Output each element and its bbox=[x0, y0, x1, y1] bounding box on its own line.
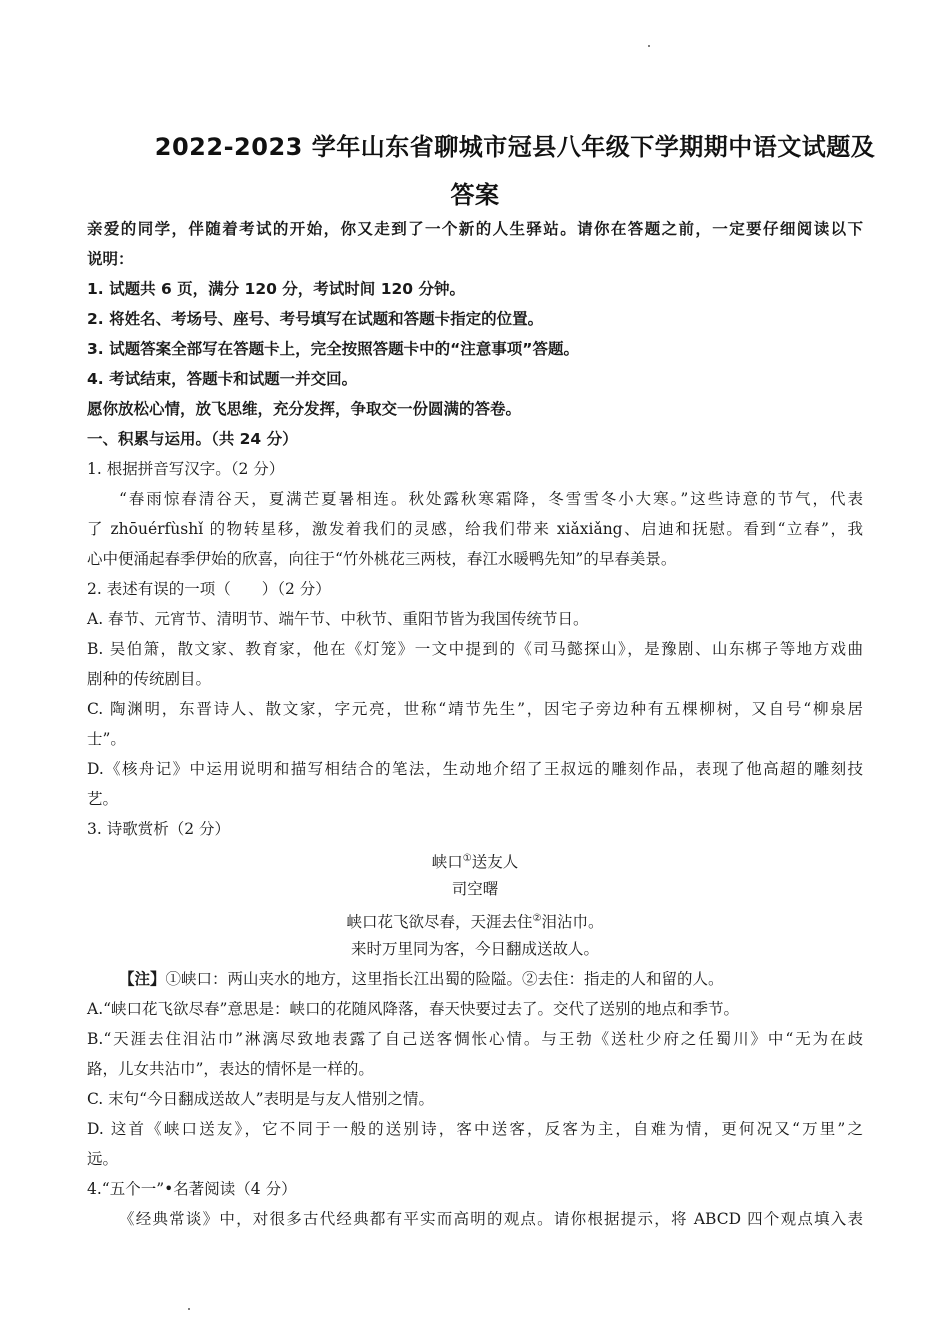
intro-line1: 亲爱的同学，伴随着考试的开始，你又走到了一个新的人生驿站。请你在答题之前，一定要仔细阅读以下 bbox=[87, 220, 863, 238]
poem-verse1-part1: 峡口花飞欲尽春，天涯去住 bbox=[346, 913, 533, 932]
q1-paragraph-line3: 心中便涌起春季伊始的欣喜，向往于“竹外桃花三两枝，春江水暖鸭先知”的早春美景。 bbox=[87, 550, 677, 568]
q2-option-b-line2: 剧种的传统剧目。 bbox=[87, 670, 212, 688]
scan-dot-bottom bbox=[188, 1308, 190, 1310]
section-heading: 一、积累与运用。（共 24 分） bbox=[87, 430, 298, 448]
q3-option-d-line1: D. 这首《峡口送友》，它不同于一般的送别诗，客中送客，反客为主，自难为情，更何况又“万里”之 bbox=[87, 1120, 863, 1138]
page-title-line2: 答案 bbox=[450, 181, 500, 209]
q2-option-a: A. 春节、元宵节、清明节、端午节、中秋节、重阳节皆为我国传统节日。 bbox=[87, 610, 589, 628]
q3-stem: 3. 诗歌赏析（2 分） bbox=[87, 820, 231, 838]
rule-4: 4. 考试结束，答题卡和试题一并交回。 bbox=[87, 370, 358, 388]
poem-title-part2: 送友人 bbox=[471, 853, 519, 872]
q3-option-d-line2: 远。 bbox=[87, 1150, 119, 1168]
q3-option-b-line1: B.“天涯去住泪沾巾”淋漓尽致地表露了自己送客惆怅心情。与王勃《送杜少府之任蜀川》中“无为在歧 bbox=[87, 1030, 863, 1048]
q1-stem: 1. 根据拼音写汉字。（2 分） bbox=[87, 460, 285, 478]
page-title-line1: 2022-2023 学年山东省聊城市冠县八年级下学期期中语文试题及 bbox=[154, 133, 876, 161]
q2-option-c-line2: 士”。 bbox=[87, 730, 126, 748]
poem-title bbox=[0, 849, 950, 872]
rule-2: 2. 将姓名、考场号、座号、考号填写在试题和答题卡指定的位置。 bbox=[87, 310, 544, 328]
poem-verse1 bbox=[0, 909, 950, 932]
scan-dot-top bbox=[648, 45, 650, 47]
q2-option-c-line1: C. 陶渊明，东晋诗人、散文家，字元亮，世称“靖节先生”，因宅子旁边种有五棵柳树，又自号“柳泉居 bbox=[87, 700, 863, 718]
poem-verse2: 来时万里同为客，今日翻成送故人。 bbox=[350, 940, 599, 958]
rule-1: 1. 试题共 6 页，满分 120 分，考试时间 120 分钟。 bbox=[87, 280, 465, 298]
poem-note-text: ①峡口：两山夹水的地方，这里指长江出蜀的险隘。②去住：指走的人和留的人。 bbox=[165, 970, 724, 988]
q2-stem: 2. 表述有误的一项（ ）（2 分） bbox=[87, 580, 331, 598]
rule-3: 3. 试题答案全部写在答题卡上，完全按照答题卡中的“注意事项”答题。 bbox=[87, 340, 579, 358]
poem-verse1-footnote-mark: ② bbox=[532, 913, 542, 924]
q3-option-b-line2: 路，儿女共沾巾”，表达的情怀是一样的。 bbox=[87, 1060, 374, 1078]
poem-note bbox=[87, 969, 863, 989]
q4-stem: 4.“五个一”•名著阅读（4 分） bbox=[87, 1180, 297, 1198]
q1-paragraph-line2: 了 zhōuérfùshǐ 的物转星移，激发着我们的灵感，给我们带来 xiǎxiǎng、启迪和抚慰。看到“立春”，我 bbox=[87, 520, 863, 538]
q3-option-c: C. 末句“今日翻成送故人”表明是与友人惜别之情。 bbox=[87, 1090, 435, 1108]
poem-note-label: 【注】 bbox=[119, 970, 166, 988]
q2-option-d-line1: D.《核舟记》中运用说明和描写相结合的笔法，生动地介绍了王叔远的雕刻作品，表现了他高超的雕刻技 bbox=[87, 760, 863, 778]
poem-title-footnote-mark: ① bbox=[462, 853, 472, 864]
q2-option-b-line1: B. 吴伯箫，散文家、教育家，他在《灯笼》一文中提到的《司马懿探山》，是豫剧、山东梆子等地方戏曲 bbox=[87, 640, 863, 658]
poem-author: 司空曙 bbox=[451, 880, 499, 898]
q2-option-d-line2: 艺。 bbox=[87, 790, 119, 808]
intro-wish: 愿你放松心情，放飞思维，充分发挥，争取交一份圆满的答卷。 bbox=[87, 400, 522, 418]
poem-verse1-part2: 泪沾巾。 bbox=[541, 913, 604, 932]
intro-line2: 说明： bbox=[87, 250, 134, 268]
poem-title-part1: 峡口 bbox=[431, 853, 463, 872]
q1-paragraph-line1: “春雨惊春清谷天，夏满芒夏暑相连。秋处露秋寒霜降，冬雪雪冬小大寒。”这些诗意的节气，代表 bbox=[119, 490, 863, 508]
q3-option-a: A.“峡口花飞欲尽春”意思是：峡口的花随风降落，春天快要过去了。交代了送别的地点和季节。 bbox=[87, 1000, 739, 1018]
q4-paragraph-line1: 《经典常谈》中，对很多古代经典都有平实而高明的观点。请你根据提示，将 ABCD 四个观点填入表 bbox=[119, 1210, 863, 1228]
